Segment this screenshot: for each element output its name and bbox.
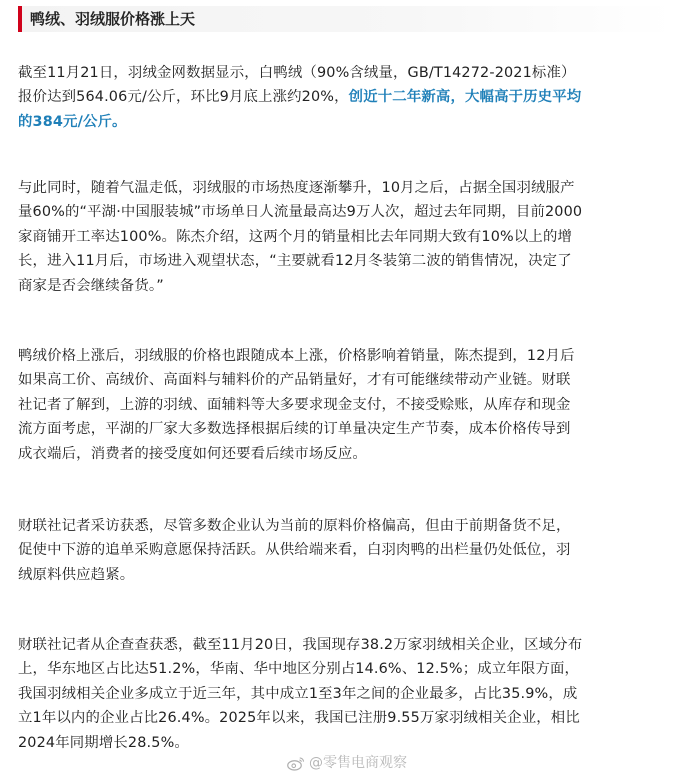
text-line — [18, 538, 678, 562]
text-line — [18, 85, 678, 109]
text-line — [18, 442, 678, 466]
text-segment: 如果高工价、高绒价、高面料与辅料价的产品销量好，才有可能继续带动产业链。财联 — [18, 372, 571, 389]
highlighted-text: 的384元/公斤。 — [18, 113, 127, 130]
text-segment: 立1年以内的企业占比26.4%。2025年以来，我国已注册9.55万家羽绒相关企业，相比 — [18, 710, 580, 727]
text-segment: 财联社记者采访获悉，尽管多数企业认为当前的原料价格偏高，但由于前期备货不足， — [18, 518, 571, 534]
text-segment: 成衣端后，消费者的接受度如何还要看后续市场反应。 — [18, 445, 367, 462]
text-segment: 长，进入11月后，市场进入观望状态，“主要就看12月冬装第二波的销售情况，决定了 — [18, 253, 572, 270]
text-line — [18, 657, 678, 681]
text-line — [18, 368, 678, 392]
text-segment: 社记者了解到，上游的羽绒、面辅料等大多要求现金支付，不接受赊账，从库存和现金 — [18, 396, 571, 413]
watermark-text: @零售电商观察 — [309, 755, 407, 771]
text-line — [18, 393, 678, 417]
text-segment: 上，华东地区占比达51.2%，华南、华中地区分别占14.6%、12.5%；成立年限方面， — [18, 661, 580, 678]
weibo-icon — [287, 756, 305, 771]
highlighted-text: 创近十二年新高，大幅高于历史平均 — [348, 89, 582, 106]
text-line — [18, 682, 678, 706]
text-segment: 报价达到564.06元/公斤，环比9月底上涨约20%， — [18, 89, 349, 106]
text-segment: 财联社记者从企查查获悉，截至11月20日，我国现存38.2万家羽绒相关企业，区域分布 — [18, 637, 583, 653]
paragraph-supply — [18, 514, 678, 587]
heading-accent — [18, 6, 22, 32]
text-segment: 绒原料供应趋紧。 — [18, 566, 135, 583]
text-line — [18, 110, 678, 134]
text-line — [18, 249, 678, 273]
text-segment: 截至11月21日，羽绒金网数据显示，白鸭绒（90%含绒量，GB/T14272-2021标准） — [18, 65, 576, 81]
text-line — [18, 274, 678, 298]
paragraph-cost — [18, 344, 678, 466]
text-line — [18, 176, 678, 200]
text-line — [18, 417, 678, 441]
text-segment: 与此同时，随着气温走低，羽绒服的市场热度逐渐攀升，10月之后，占据全国羽绒服产 — [18, 180, 575, 196]
text-line — [18, 61, 678, 85]
paragraph-enterprises — [18, 633, 678, 755]
text-segment: 促使中下游的追单采购意愿保持活跃。从供给端来看，白羽肉鸭的出栏量仍处低位，羽 — [18, 542, 571, 559]
text-line — [18, 706, 678, 730]
text-segment: 鸭绒价格上涨后，羽绒服的价格也跟随成本上涨，价格影响着销量，陈杰提到，12月后 — [18, 348, 575, 364]
text-segment: 流方面考虑，平湖的厂家大多数选择根据后续的订单量决定生产节奏，成本价格传导到 — [18, 421, 571, 438]
paragraph-market — [18, 176, 678, 298]
text-line — [18, 633, 678, 657]
text-segment: 2024年同期增长28.5%。 — [18, 734, 189, 751]
text-line — [18, 563, 678, 587]
text-segment: 商家是否会继续备货。” — [18, 277, 164, 294]
text-segment: 量60%的“平湖·中国服装城”市场单日人流量最高达9万人次，超过去年同期，目前2000 — [18, 204, 583, 221]
watermark — [287, 752, 407, 774]
text-line — [18, 514, 678, 538]
text-line — [18, 200, 678, 224]
paragraph-price — [18, 61, 678, 134]
text-segment: 家商铺开工率达100%。陈杰介绍，这两个月的销量相比去年同期大致有10%以上的增 — [18, 228, 573, 245]
section-heading: 鸭绒、羽绒服价格涨上天 — [30, 10, 196, 28]
text-segment: 我国羽绒相关企业多成立于近三年，其中成立1至3年之间的企业最多，占比35.9%，成 — [18, 685, 578, 702]
text-line — [18, 344, 678, 368]
text-line — [18, 225, 678, 249]
